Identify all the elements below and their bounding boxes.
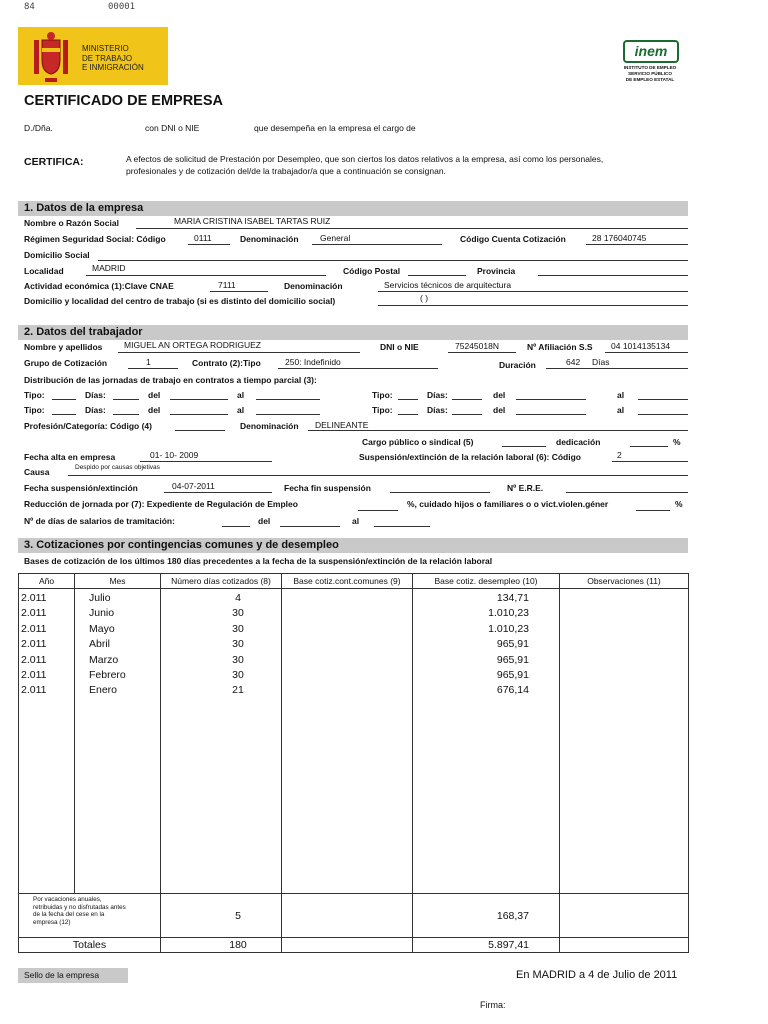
col-days-header: Número días cotizados (8) [161,574,282,589]
cuidado-label: %, cuidado hijos o familiares o o vict.violen.géner [407,499,609,509]
table-cell: 965,91 [496,638,529,651]
trabajador-nombre-label: Nombre y apellidos [24,342,103,352]
empresa-nombre-value: MARIA CRISTINA ISABEL TARTAS RUIZ [174,216,331,226]
suspension-label: Suspensión/extinción de la relación laboral (6): Código [359,452,581,462]
ere-label: Nº E.R.E. [507,483,544,493]
al-label-2: al [617,390,625,400]
dias-label-3: Días: [85,405,106,415]
afiliacion-label: Nº Afiliación S.S [527,342,593,352]
fecha-suspension-value: 04-07-2011 [172,481,215,491]
causa-label: Causa [24,467,50,477]
totales-observaciones [560,938,689,953]
table-cell: 1.010,23 [488,622,529,635]
distribucion-label: Distribución de las jornadas de trabajo en contratos a tiempo parcial (3): [24,375,317,385]
vacaciones-base-comunes [282,894,413,938]
table-cell: 2.011 [21,592,47,604]
afiliacion-value: 04 1014135134 [611,341,671,351]
fecha-alta-label: Fecha alta en empresa [24,452,116,462]
table-cell: 30 [232,669,244,682]
grupo-cotizacion-label: Grupo de Cotización [24,358,108,368]
table-cell: 2.011 [21,607,47,620]
denominacion-cnae-value: Servicios técnicos de arquitectura [384,280,512,290]
al-label-3: al [237,405,245,415]
table-cell: 4 [235,592,241,604]
vacaciones-base-desempleo: 168,37 [413,894,560,938]
profesion-denominacion-label: Denominación [240,421,299,431]
inem-wordmark: inem [623,40,679,63]
fecha-suspension-label: Fecha suspensión/extinción [24,483,138,493]
base-comunes-column [282,589,413,894]
form-code: 84 [24,2,35,12]
contrato-label: Contrato (2):Tipo [192,358,261,368]
table-cell: Marzo [89,653,119,666]
coat-of-arms-icon [30,30,72,84]
table-cell: Junio [89,607,115,620]
denominacion-cnae-label: Denominación [284,281,343,291]
suspension-value: 2 [617,450,622,460]
profesion-label: Profesión/Categoría: Código (4) [24,421,152,431]
actividad-value: 7111 [218,280,236,290]
col-base-comunes-header: Base cotiz.cont.comunes (9) [282,574,413,589]
vacaciones-row [19,894,689,938]
totales-days: 180 [161,938,282,953]
inem-logo: inem INSTITUTO DE EMPLEO SERVICIO PÚBLICO DE EMPLEO ESTATAL [615,40,685,90]
month-column [75,589,161,894]
cargo-publico-label: Cargo público o sindical (5) [362,437,474,447]
table-cell: 1.010,23 [488,607,529,620]
dni-label: DNI o NIE [380,342,419,352]
profesion-denominacion-value: DELINEANTE [315,420,369,430]
empresa-nombre-label: Nombre o Razón Social [24,218,119,228]
page-title: CERTIFICADO DE EMPRESA [24,93,223,109]
dedicacion-pct: % [673,437,681,447]
duracion-label: Duración [499,360,536,370]
certifica-text-2: profesionales y de cotización del/de la trabajador/a que a continuación se consignan. [126,166,446,176]
firma-label: Firma: [480,1000,506,1010]
dedicacion-label: dedicación [556,437,601,447]
certifica-text-1: A efectos de solicitud de Prestación por Desempleo, que son ciertos los datos relativos a la empresa, así como los personales, [126,154,604,164]
table-cell: 2.011 [21,684,47,697]
intro-dni: con DNI o NIE [145,123,200,133]
centro-trabajo-label: Domicilio y localidad del centro de trabajo (si es distinto del domicilio social) [24,296,336,306]
del-label-2: del [493,390,506,400]
vacaciones-observaciones [560,894,689,938]
table-cell: Abril [89,638,111,651]
certifica-label: CERTIFICA: [24,156,84,168]
table-cell: Enero [89,684,118,697]
table-cell: 134,71 [496,592,529,604]
totales-label: Totales [19,938,161,953]
sello-empresa-box [18,968,128,983]
fecha-fin-suspension-label: Fecha fin suspensión [284,483,371,493]
al-label: al [237,390,245,400]
col-month-header: Mes [75,574,161,589]
observaciones-column [560,589,689,894]
trabajador-nombre-value: MIGUEL AN ORTEGA RODRIGUEZ [124,340,261,350]
table-cell: 2.011 [21,653,47,666]
domicilio-label: Domicilio Social [24,250,90,260]
tipo-label: Tipo: [24,390,45,400]
dias-label: Días: [85,390,106,400]
contrato-value: 250: Indefinido [285,357,341,367]
table-cell: Febrero [89,669,126,682]
dias-label-2: Días: [427,390,448,400]
salarios-del-label: del [258,516,271,526]
localidad-value: MADRID [92,263,126,273]
table-data-block [19,589,689,894]
table-cell: 30 [232,653,244,666]
dias-label-4: Días: [427,405,448,415]
regimen-value: 0111 [194,233,212,243]
tipo-label-3: Tipo: [24,405,45,415]
days-column [161,589,282,894]
duracion-unit: Días [592,357,610,367]
intro-dna: D./Dña. [24,123,53,133]
ministry-logo [18,27,168,85]
lugar-fecha: En MADRID a 4 de Julio de 2011 [516,969,678,981]
totales-row [19,938,689,953]
regimen-label: Régimen Seguridad Social: Código [24,234,166,244]
table-cell: 2.011 [21,638,47,651]
col-base-desempleo-header: Base cotiz. desempleo (10) [413,574,560,589]
cuidado-pct: % [675,499,683,509]
reduccion-label: Reducción de jornada por (7): Expediente de Regulación de Empleo [24,499,298,509]
del-label-4: del [493,405,506,415]
causa-value: Despido por causas objetivas [75,464,160,471]
table-cell: Julio [89,592,111,604]
totales-base-desempleo: 5.897,41 [413,938,560,953]
tipo-label-4: Tipo: [372,405,393,415]
table-cell: 965,91 [496,653,529,666]
salarios-tramitacion-label: Nº de días de salarios de tramitación: [24,516,175,526]
section-3-subtitle: Bases de cotización de los últimos 180 días precedentes a la fecha de la suspensión/extinción de la relación laboral [24,556,493,566]
table-cell: 2.011 [21,669,47,682]
fecha-alta-value: 01- 10- 2009 [150,450,199,460]
table-cell: 676,14 [496,684,529,697]
actividad-label: Actividad económica (1):Clave CNAE [24,281,174,291]
codigo-postal-label: Código Postal [343,266,401,276]
page-code: 00001 [108,2,136,12]
localidad-label: Localidad [24,266,64,276]
intro-cargo: que desempeña en la empresa el cargo de [254,123,416,133]
col-observaciones-header: Observaciones (11) [560,574,689,589]
ccc-label: Código Cuenta Cotización [460,234,566,244]
cotizaciones-table [18,573,689,953]
provincia-label: Provincia [477,266,516,276]
vacaciones-days: 5 [161,894,282,938]
denominacion-value: General [320,233,351,243]
base-desempleo-column [413,589,560,894]
ccc-value: 28 176040745 [592,233,647,243]
table-cell: Mayo [89,622,115,635]
section-1-header: 1. Datos de la empresa [18,201,688,216]
del-label: del [148,390,161,400]
salarios-al-label: al [352,516,360,526]
centro-trabajo-value: ( ) [420,293,429,303]
section-2-header: 2. Datos del trabajador [18,325,688,340]
table-cell: 21 [232,684,244,697]
table-cell: 30 [232,622,244,635]
section-3-header: 3. Cotizaciones por contingencias comunes y de desempleo [18,538,688,553]
year-column [19,589,75,894]
table-cell: 30 [232,607,244,620]
sello-empresa-label: Sello de la empresa [24,970,100,980]
vacaciones-label: Por vacaciones anuales, retribuidas y no disfrutadas antes de la fecha del cese en la empresa (12) [19,894,161,938]
grupo-cotizacion-value: 1 [146,357,151,367]
tipo-label-2: Tipo: [372,390,393,400]
table-cell: 2.011 [21,622,47,635]
duracion-value: 642 [566,357,581,367]
col-year-header: Año [19,574,75,589]
al-label-4: al [617,405,625,415]
ministry-name: MINISTERIO DE TRABAJO E INMIGRACIÓN [82,44,144,72]
table-cell: 30 [232,638,244,651]
dni-value: 75245018N [455,341,499,351]
totales-base-comunes [282,938,413,953]
table-header-row [19,574,689,589]
denominacion-label: Denominación [240,234,299,244]
del-label-3: del [148,405,161,415]
table-cell: 965,91 [496,669,529,682]
